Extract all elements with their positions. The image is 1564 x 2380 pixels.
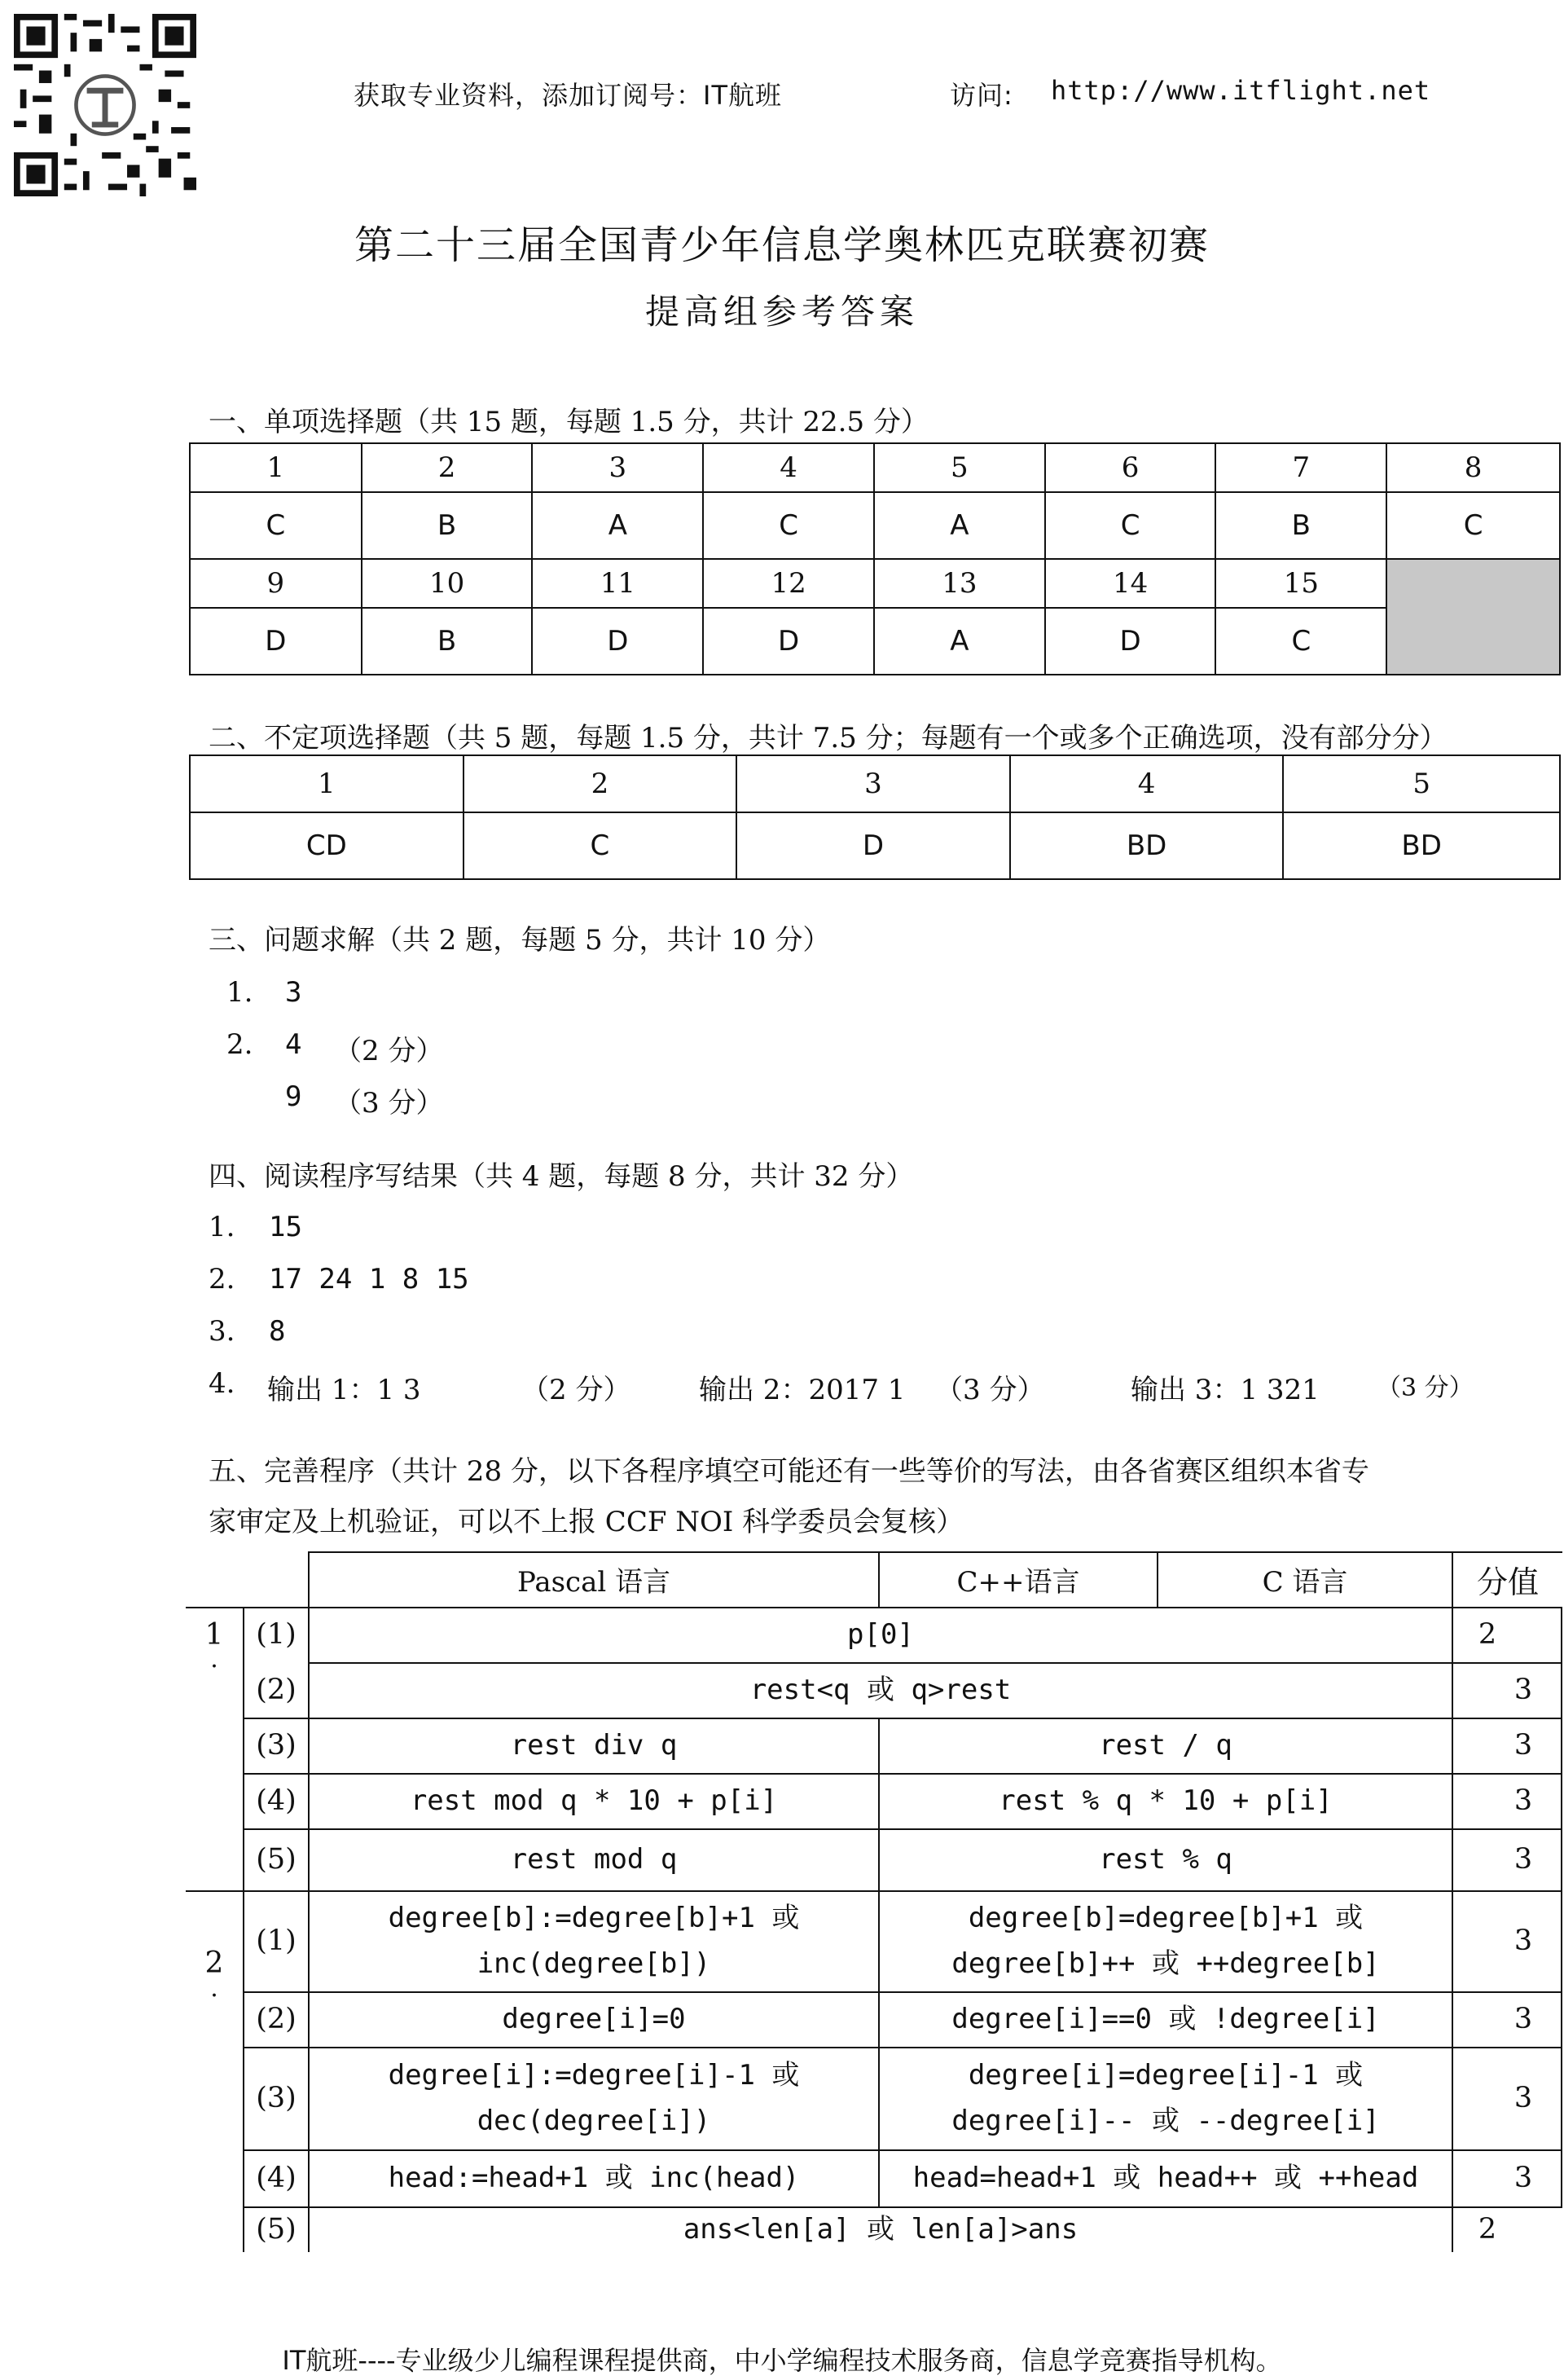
s4-item-number: 2. (209, 1263, 235, 1296)
sc-number-cell: 1 (190, 443, 362, 492)
sc-number-cell: 9 (190, 559, 362, 608)
mc-number-cell: 2 (463, 755, 737, 812)
qr-code (14, 14, 196, 196)
q2-pascal-answer: head:=head+1 或 inc(head) (388, 2162, 800, 2194)
mc-number-cell: 1 (190, 755, 463, 812)
s3-item-number: 1. (226, 976, 253, 1009)
header-visit-label: 访问: (950, 80, 1013, 111)
s4-output2-score: （3 分） (935, 1374, 1045, 1406)
s3-item-score-note: （3 分） (334, 1087, 444, 1120)
section1-heading: 一、单项选择题（共 15 题，每题 1.5 分，共计 22.5 分） (209, 406, 929, 438)
footer-text: IT航班----专业级少儿编程课程提供商，中小学编程技术服务商，信息学竞赛指导机构。 (282, 2345, 1282, 2376)
s4-item-number: 1. (209, 1211, 235, 1243)
q1-c-answer: rest % q * 10 + p[i] (999, 1784, 1333, 1817)
s3-item-score-note: （2 分） (334, 1035, 444, 1067)
page-title: 第二十三届全国青少年信息学奥林匹克联赛初赛 (354, 222, 1210, 268)
q2-label: 2 (204, 1946, 224, 1980)
section2-heading: 二、不定项选择题（共 5 题，每题 1.5 分，共计 7.5 分；每题有一个或多个正确选项，没有部分分） (209, 722, 1448, 754)
q2-blank-score: 3 (1513, 1925, 1533, 1957)
s4-item-number: 4. (209, 1367, 235, 1400)
sc-answer-cell: A (874, 492, 1045, 559)
sc-answer-cell: D (703, 608, 874, 675)
mc-number-cell: 4 (1010, 755, 1284, 812)
sc-number-cell: 14 (1045, 559, 1216, 608)
s4-output3: 输出 3：1 321 (1131, 1374, 1320, 1406)
q2-blank-score: 3 (1513, 2082, 1533, 2114)
mc-answer-cell: BD (1283, 812, 1560, 879)
q2-blank-answer: ans<len[a] 或 len[a]>ans (683, 2213, 1079, 2246)
multi-choice-table (189, 754, 1561, 880)
q2-pascal-line: inc(degree[b]) (477, 1947, 711, 1980)
q1-dot: · (210, 1652, 218, 1681)
q2-blank-index: (1) (256, 1925, 297, 1957)
col-header-pascal: Pascal 语言 (516, 1565, 671, 1599)
sc-number-cell: 7 (1215, 443, 1386, 492)
sc-number-cell: 8 (1386, 443, 1560, 492)
sc-number-cell: 2 (362, 443, 533, 492)
sc-number-cell: 12 (703, 559, 874, 608)
mc-answer-cell: D (736, 812, 1010, 879)
s4-output3-score: （3 分） (1377, 1374, 1474, 1402)
sc-number-cell: 3 (532, 443, 703, 492)
col-header-cpp: C++语言 (956, 1565, 1080, 1599)
q1-blank-score: 3 (1513, 1674, 1533, 1706)
section5-heading-line2: 家审定及上机验证，可以不上报 CCF NOI 科学委员会复核） (209, 1506, 964, 1538)
sc-answer-cell: D (1045, 608, 1216, 675)
q1-label: 1 (204, 1617, 224, 1652)
s4-item-number: 3. (209, 1315, 235, 1348)
page-subtitle: 提高组参考答案 (644, 292, 919, 332)
sc-answer-cell: A (874, 608, 1045, 675)
sc-answer-cell: C (1215, 608, 1386, 675)
s4-output2: 输出 2：2017 1 (699, 1374, 906, 1406)
s3-item-answer: 9 (285, 1080, 302, 1113)
q2-blank-score: 2 (1478, 2213, 1497, 2246)
sc-answer-cell: B (362, 608, 533, 675)
q1-blank-answer: p[0] (847, 1618, 914, 1651)
sc-number-cell: 5 (874, 443, 1045, 492)
q1-blank-score: 2 (1478, 1618, 1497, 1651)
q1-blank-index: (1) (256, 1618, 297, 1651)
q1-pascal-answer: rest mod q * 10 + p[i] (410, 1784, 778, 1817)
sc-answer-cell: C (1045, 492, 1216, 559)
header-subscribe-text: 获取专业资料，添加订阅号：IT航班 (354, 80, 782, 111)
q1-c-answer: rest / q (1099, 1729, 1232, 1762)
header-url-link[interactable]: http://www.itflight.net (1051, 75, 1431, 106)
q2-c-line: degree[b]++ 或 ++degree[b] (951, 1947, 1380, 1980)
mc-answer-cell: CD (190, 812, 463, 879)
q1-pascal-answer: rest div q (510, 1729, 678, 1762)
sc-number-cell: 13 (874, 559, 1045, 608)
section5-heading-line1: 五、完善程序（共计 28 分，以下各程序填空可能还有一些等价的写法，由各省赛区组织本省专 (209, 1455, 1369, 1488)
q2-pascal-line: degree[i]:=degree[i]-1 或 (388, 2059, 800, 2092)
q1-blank-score: 3 (1513, 1729, 1533, 1762)
q1-blank-index: (3) (256, 1729, 297, 1762)
q2-blank-score: 3 (1513, 2003, 1533, 2035)
q1-blank-index: (5) (256, 1843, 297, 1876)
empty-gray-cell (1386, 559, 1560, 675)
sc-answer-cell: D (190, 608, 362, 675)
sc-number-cell: 10 (362, 559, 533, 608)
q2-pascal-line: dec(degree[i]) (477, 2105, 711, 2137)
section3-heading: 三、问题求解（共 2 题，每题 5 分，共计 10 分） (209, 924, 831, 957)
s4-output1-score: （2 分） (521, 1374, 631, 1406)
sc-number-cell: 11 (532, 559, 703, 608)
q2-blank-score: 3 (1513, 2162, 1533, 2194)
s4-output1: 输出 1：1 3 (267, 1374, 421, 1406)
mc-answer-cell: C (463, 812, 737, 879)
q2-c-answer: head=head+1 或 head++ 或 ++head (912, 2162, 1419, 2194)
sc-answer-cell: B (1215, 492, 1386, 559)
sc-answer-cell: C (1386, 492, 1560, 559)
q2-c-answer (880, 2047, 1452, 2149)
s4-item-answer: 8 (269, 1315, 286, 1348)
q2-pascal-line: degree[b]:=degree[b]+1 或 (388, 1902, 800, 1934)
q2-blank-index: (4) (256, 2162, 297, 2194)
q1-blank-index: (4) (256, 1784, 297, 1817)
q2-c-line: degree[i]=degree[i]-1 或 (968, 2059, 1364, 2092)
program-answer-table (186, 1551, 1562, 2252)
q2-dot: · (210, 1981, 218, 2010)
q2-blank-index: (2) (256, 2003, 297, 2035)
sc-answer-cell: B (362, 492, 533, 559)
sc-answer-cell: C (703, 492, 874, 559)
q2-c-answer (880, 1890, 1452, 1991)
q2-pascal-answer: degree[i]=0 (502, 2003, 686, 2035)
q1-blank-index: (2) (256, 1674, 297, 1706)
sc-number-cell: 4 (703, 443, 874, 492)
s4-item-answer: 15 (269, 1211, 302, 1243)
s4-item-answer: 17 24 1 8 15 (269, 1263, 469, 1296)
q1-blank-score: 3 (1513, 1784, 1533, 1817)
single-choice-table (189, 442, 1561, 675)
mc-answer-cell: BD (1010, 812, 1284, 879)
section4-heading: 四、阅读程序写结果（共 4 题，每题 8 分，共计 32 分） (209, 1160, 914, 1193)
q2-blank-index: (5) (256, 2213, 297, 2246)
s3-item-answer: 3 (285, 976, 302, 1009)
q2-pascal-answer (310, 1890, 878, 1991)
s3-item-answer: 4 (285, 1028, 302, 1061)
q2-blank-index: (3) (256, 2082, 297, 2114)
sc-answer-cell: C (190, 492, 362, 559)
q1-blank-score: 3 (1513, 1843, 1533, 1876)
q2-c-answer: degree[i]==0 或 !degree[i] (951, 2003, 1380, 2035)
sc-answer-cell: D (532, 608, 703, 675)
col-header-score: 分值 (1476, 1564, 1539, 1600)
mc-number-cell: 3 (736, 755, 1010, 812)
q1-blank-answer: rest<q 或 q>rest (749, 1674, 1012, 1706)
q1-c-answer: rest % q (1099, 1843, 1232, 1876)
q2-c-line: degree[i]-- 或 --degree[i] (951, 2105, 1380, 2137)
q2-c-line: degree[b]=degree[b]+1 或 (968, 1902, 1364, 1934)
col-header-c: C 语言 (1262, 1565, 1348, 1599)
sc-number-cell: 6 (1045, 443, 1216, 492)
s3-item-number: 2. (226, 1028, 253, 1061)
q1-pascal-answer: rest mod q (510, 1843, 678, 1876)
mc-number-cell: 5 (1283, 755, 1560, 812)
sc-answer-cell: A (532, 492, 703, 559)
q2-pascal-answer (310, 2047, 878, 2149)
sc-number-cell: 15 (1215, 559, 1386, 608)
